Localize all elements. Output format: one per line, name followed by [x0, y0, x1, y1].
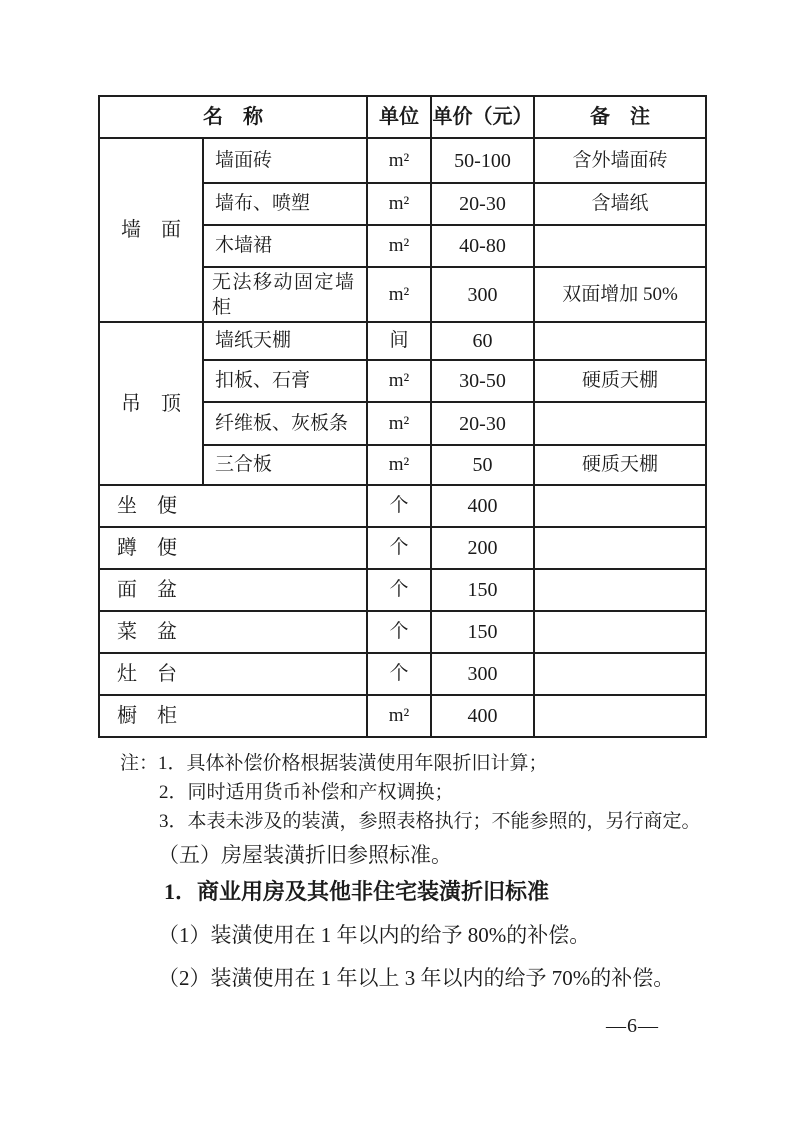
item-name-cell: 墙布、喷塑: [203, 183, 367, 225]
unit-cell: 个: [367, 569, 431, 611]
unit-cell: 个: [367, 653, 431, 695]
table-row: [99, 322, 706, 360]
price-cell: 20-30: [431, 183, 534, 225]
remark-cell: [534, 695, 706, 737]
price-cell: 400: [431, 485, 534, 527]
item-name-cell: 纤维板、灰板条: [203, 402, 367, 445]
unit-cell: m²: [367, 267, 431, 322]
group-cell-ceiling: 吊 顶: [99, 322, 203, 485]
table-row: [99, 695, 706, 737]
unit-cell: m²: [367, 225, 431, 267]
remark-cell: [534, 485, 706, 527]
remark-cell: [534, 402, 706, 445]
remark-cell: [534, 527, 706, 569]
col-header-unit: 单位: [367, 96, 431, 138]
item-name-cell: 三合板: [203, 445, 367, 485]
remark-cell: [534, 225, 706, 267]
clause-2: （2）装潢使用在 1 年以上 3 年以内的给予 70%的补偿。: [158, 966, 675, 990]
group-cell-wall: 墙 面: [99, 138, 203, 322]
remark-cell: 含墙纸: [534, 183, 706, 225]
item-name-cell: 坐 便: [99, 485, 367, 527]
col-header-name: 名 称: [99, 96, 367, 138]
note-line: 2．同时适用货币补偿和产权调换；: [159, 782, 454, 803]
item-name-cell: 灶 台: [99, 653, 367, 695]
unit-cell: m²: [367, 445, 431, 485]
table-row: [99, 569, 706, 611]
price-cell: 300: [431, 267, 534, 322]
unit-cell: m²: [367, 402, 431, 445]
unit-cell: 个: [367, 485, 431, 527]
remark-cell: [534, 653, 706, 695]
price-cell: 60: [431, 322, 534, 360]
table-notes: [120, 749, 720, 836]
unit-cell: 个: [367, 611, 431, 653]
note-label: 注：: [120, 753, 159, 774]
section-5-heading: （五）房屋装潢折旧参照标准。: [158, 843, 452, 867]
unit-cell: 个: [367, 527, 431, 569]
price-cell: 400: [431, 695, 534, 737]
remark-cell: [534, 322, 706, 360]
price-cell: 20-30: [431, 402, 534, 445]
table-row: [99, 653, 706, 695]
unit-cell: 间: [367, 322, 431, 360]
remark-cell: [534, 611, 706, 653]
item-name-cell: 面 盆: [99, 569, 367, 611]
price-cell: 50: [431, 445, 534, 485]
item-name-cell: 菜 盆: [99, 611, 367, 653]
item-name-cell: 蹲 便: [99, 527, 367, 569]
unit-cell: m²: [367, 138, 431, 183]
clause-1: （1）装潢使用在 1 年以内的给予 80%的补偿。: [158, 923, 591, 947]
unit-cell: m²: [367, 695, 431, 737]
page-number: —6—: [606, 1015, 659, 1037]
subsection-1-heading: 1．商业用房及其他非住宅装潢折旧标准: [164, 879, 550, 904]
remark-cell: 硬质天棚: [534, 360, 706, 402]
item-name-cell: 扣板、石膏: [203, 360, 367, 402]
col-header-remark: 备 注: [534, 96, 706, 138]
item-name-cell: 木墙裙: [203, 225, 367, 267]
remark-cell: 含外墙面砖: [534, 138, 706, 183]
note-item: 1．具体补偿价格根据装潢使用年限折旧计算；: [158, 753, 548, 774]
table-row: [99, 485, 706, 527]
price-cell: 200: [431, 527, 534, 569]
note-line: [120, 749, 720, 778]
item-name-cell: 无法移动固定墙柜: [203, 267, 367, 322]
remark-cell: 硬质天棚: [534, 445, 706, 485]
col-header-price: 单价（元）: [431, 96, 534, 138]
table-row: [99, 138, 706, 183]
price-cell: 30-50: [431, 360, 534, 402]
item-name-cell: 橱 柜: [99, 695, 367, 737]
table-row: [99, 611, 706, 653]
remark-cell: [534, 569, 706, 611]
unit-cell: m²: [367, 360, 431, 402]
price-cell: 40-80: [431, 225, 534, 267]
price-cell: 150: [431, 611, 534, 653]
unit-cell: m²: [367, 183, 431, 225]
remark-cell: 双面增加 50%: [534, 267, 706, 322]
price-cell: 300: [431, 653, 534, 695]
item-name-cell: 墙纸天棚: [203, 322, 367, 360]
item-name-cell: 墙面砖: [203, 138, 367, 183]
table-header-row: [99, 96, 706, 138]
price-cell: 150: [431, 569, 534, 611]
note-line: 3．本表未涉及的装潢，参照表格执行；不能参照的，另行商定。: [159, 811, 701, 832]
price-cell: 50-100: [431, 138, 534, 183]
table-row: [99, 527, 706, 569]
compensation-price-table: [98, 95, 707, 738]
